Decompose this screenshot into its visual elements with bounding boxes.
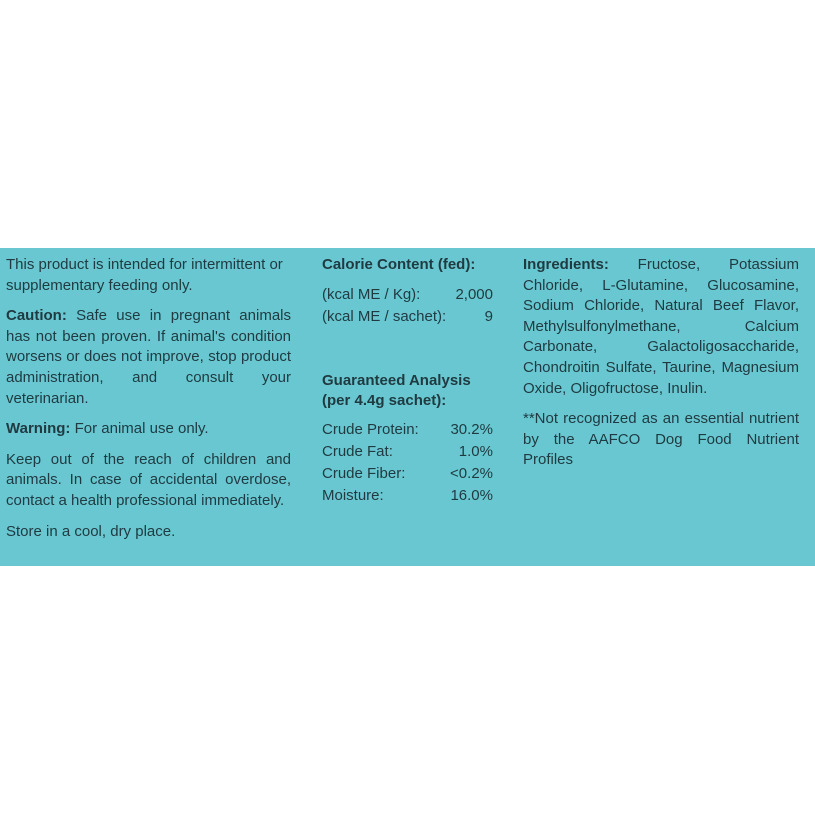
footnote-text: **Not recognized as an essential nutrient by the AAFCO Dog Food Nutrient Profiles <box>523 410 799 469</box>
analysis-row <box>322 441 493 463</box>
analysis-row <box>322 463 493 485</box>
warning-text: For animal use only. <box>74 420 209 438</box>
storage-text: Store in a cool, dry place. <box>6 522 176 540</box>
right-column <box>523 255 799 471</box>
analysis-row-value: 1.0% <box>458 442 493 460</box>
left-column <box>6 255 291 542</box>
calorie-row-label: (kcal ME / sachet): <box>322 307 447 325</box>
ingredients-text: Fructose, Potassium Chloride, L-Glutamine, Glucosamine, Sodium Chloride, Natural Beef Flavor, Methylsulfonylmethane, Calcium Carbonate, Galactoligosaccharide, Chondroitin Sulfate, Taurine, Magnesium Oxide, Oligofructose, Inulin. <box>523 256 800 397</box>
caution-text: Safe use in pregnant animals has not been proven. If animal's condition worsens or does not improve, stop product administration, and consult your veterinarian. <box>6 307 291 407</box>
analysis-title-line-2: (per 4.4g sachet): <box>322 392 447 410</box>
keep-out-text: Keep out of the reach of children and animals. In case of accidental overdose, contact a health professional immediately. <box>6 450 291 509</box>
warning-paragraph <box>6 419 291 440</box>
analysis-title <box>322 371 493 412</box>
analysis-row-label: Crude Fiber: <box>322 464 406 482</box>
calorie-row <box>322 284 493 306</box>
ingredients-label: Ingredients: <box>523 256 609 273</box>
analysis-row-label: Crude Protein: <box>322 420 419 438</box>
analysis-row <box>322 485 493 507</box>
warning-label: Warning: <box>6 420 71 438</box>
calorie-row-value: 9 <box>484 307 493 325</box>
analysis-row-label: Moisture: <box>322 486 384 504</box>
calorie-table <box>322 284 493 328</box>
calorie-row-value: 2,000 <box>455 285 493 303</box>
calorie-title: Calorie Content (fed): <box>322 256 476 273</box>
analysis-row-label: Crude Fat: <box>322 442 393 460</box>
analysis-row-value: <0.2% <box>450 464 493 482</box>
caution-paragraph <box>6 306 291 409</box>
calorie-row-label: (kcal ME / Kg): <box>322 285 421 303</box>
analysis-title-line-1: Guaranteed Analysis <box>322 371 471 389</box>
caution-label: Caution: <box>6 307 67 325</box>
analysis-table <box>322 419 493 507</box>
ingredients-paragraph <box>523 255 799 399</box>
calorie-row <box>322 306 493 328</box>
analysis-row <box>322 419 493 441</box>
intro-text: This product is intended for intermittent or supplementary feeding only. <box>6 256 283 294</box>
analysis-row-value: 16.0% <box>450 486 493 504</box>
middle-column <box>322 255 493 507</box>
analysis-row-value: 30.2% <box>450 420 493 438</box>
